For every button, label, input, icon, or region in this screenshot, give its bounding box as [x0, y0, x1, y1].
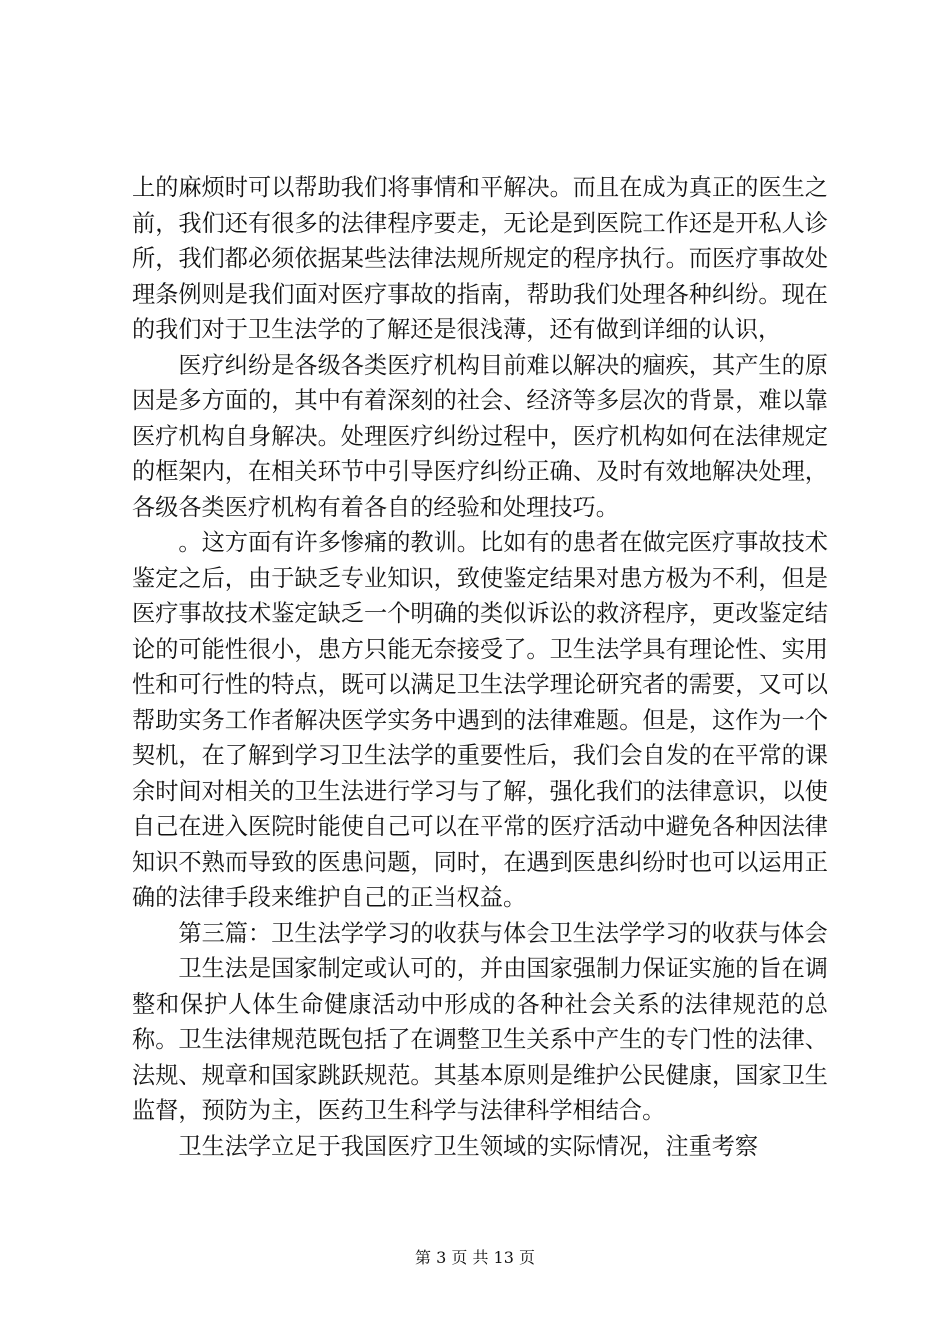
- paragraph-medical-disputes: 医疗纠纷是各级各类医疗机构目前难以解决的痼疾，其产生的原因是多方面的，其中有着深刻的社会、经济等多层次的背景，难以靠医疗机构自身解决。处理医疗纠纷过程中，医疗机构如何在法律规定的框架内，在相关环节中引导医疗纠纷正确、及时有效地解决处理，各级各类医疗机构有着各自的经验和处理技巧。: [132, 351, 828, 521]
- paragraph-health-law-definition: 卫生法是国家制定或认可的，并由国家强制力保证实施的旨在调整和保护人体生命健康活动中形成的各种社会关系的法律规范的总称。卫生法律规范既包括了在调整卫生关系中产生的专门性的法律、法规、规章和国家跳跃规范。其基本原则是维护公民健康，国家卫生监督，预防为主，医药卫生科学与法律科学相结合。: [132, 955, 828, 1124]
- paragraph-lessons: 。这方面有许多惨痛的教训。比如有的患者在做完医疗事故技术鉴定之后，由于缺乏专业知识，致使鉴定结果对患方极为不利，但是医疗事故技术鉴定缺乏一个明确的类似诉讼的救济程序，更改鉴定结论的可能性很小，患方只能无奈接受了。卫生法学具有理论性、实用性和可行性的特点，既可以满足卫生法学理论研究者的需要，又可以帮助实务工作者解决医学实务中遇到的法律难题。但是，这作为一个契机，在了解到学习卫生法学的重要性后，我们会自发的在平常的课余时间对相关的卫生法进行学习与了解，强化我们的法律意识，以使自己在进入医院时能使自己可以在平常的医疗活动中避免各种因法律知识不熟而导致的医患问题，同时，在遇到医患纠纷时也可以运用正确的法律手段来维护自己的正当权益。: [132, 529, 828, 911]
- document-body: [132, 170, 828, 1164]
- paragraph-continuation: 上的麻烦时可以帮助我们将事情和平解决。而且在成为真正的医生之前，我们还有很多的法律程序要走，无论是到医院工作还是开私人诊所，我们都必须依据某些法律法规所规定的程序执行。而医疗事故处理条例则是我们面对医疗事故的指南，帮助我们处理各种纠纷。现在的我们对于卫生法学的了解还是很浅薄，还有做到详细的认识，: [132, 174, 828, 343]
- paragraph-health-law-study: 卫生法学立足于我国医疗卫生领域的实际情况，注重考察: [178, 1132, 759, 1160]
- page-number-footer: 第 3 页 共 13 页: [415, 1248, 535, 1267]
- section-heading-part-three: 第三篇：卫生法学学习的收获与体会卫生法学学习的收获与体会: [178, 919, 828, 947]
